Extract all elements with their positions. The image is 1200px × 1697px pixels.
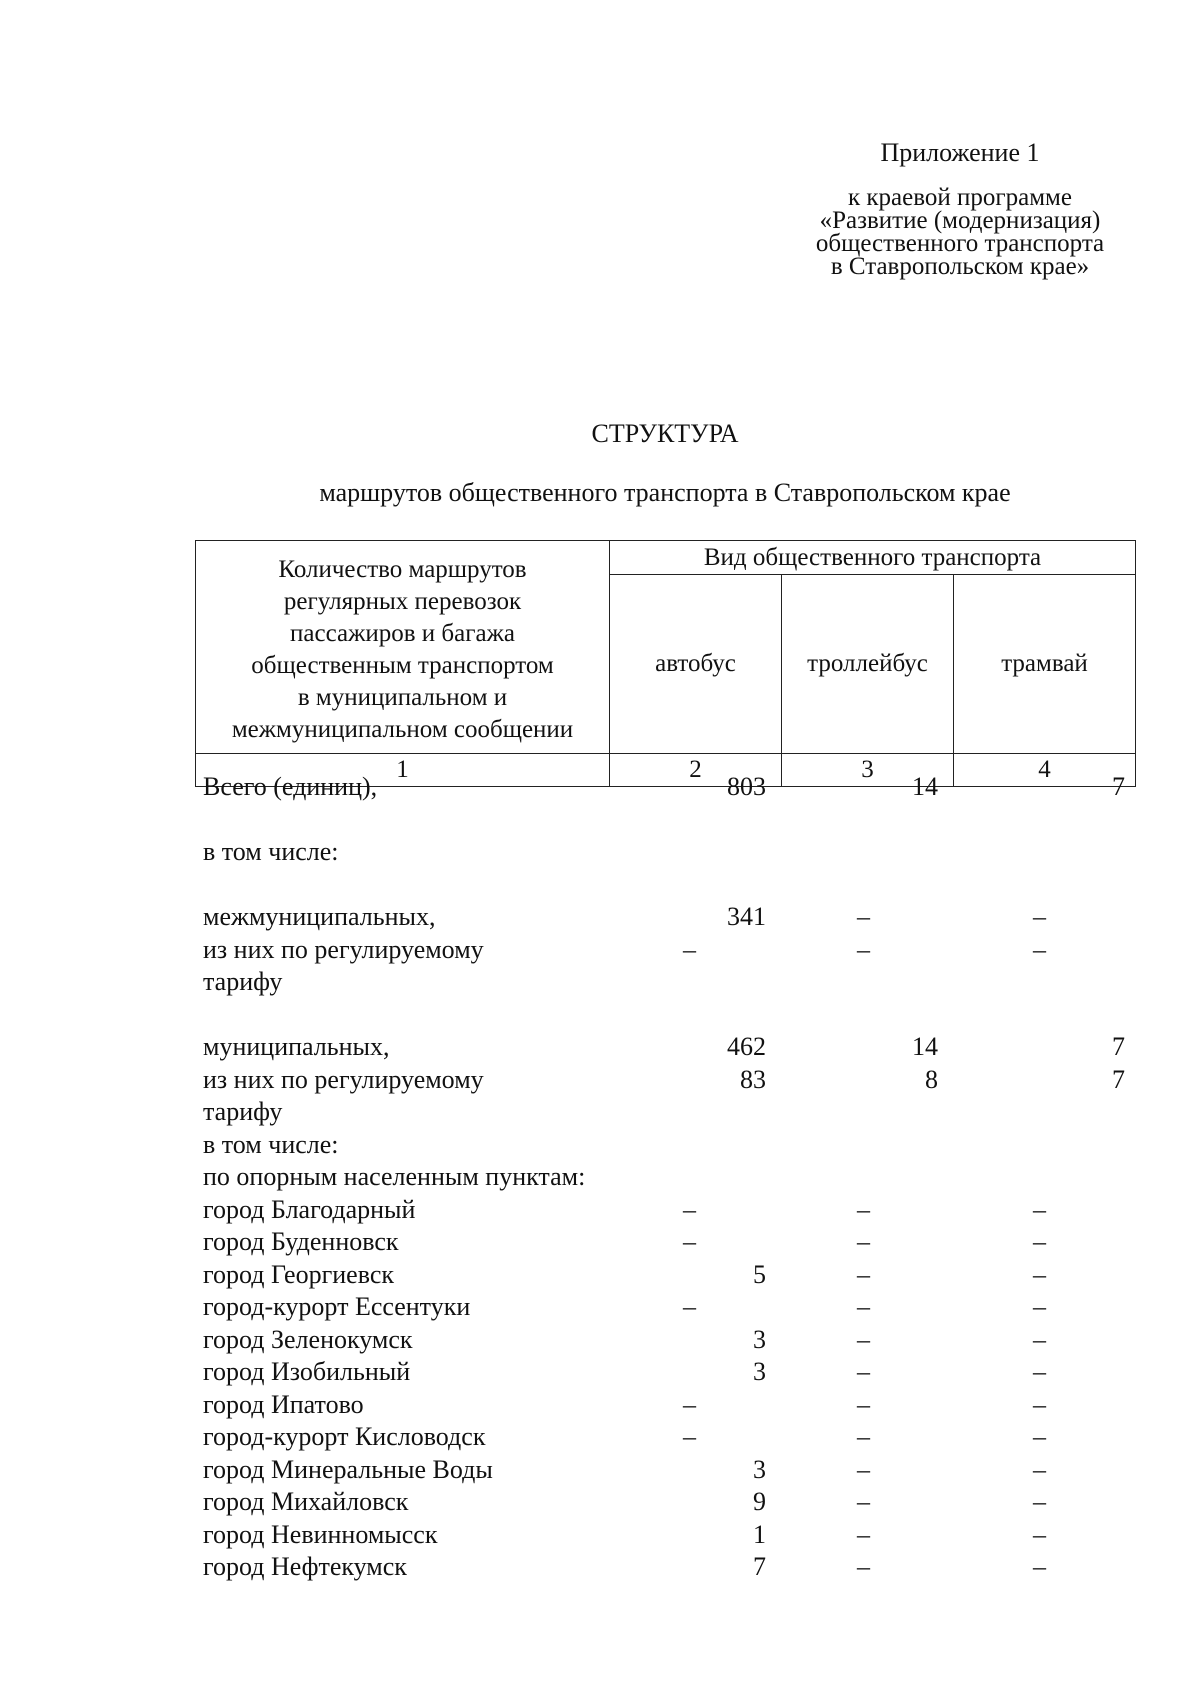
row-label: город Георгиевск [203,1259,395,1289]
row-label: муниципальных, [203,1032,390,1061]
structure-table-header [195,540,1136,787]
cell-tram: – [1033,1552,1046,1581]
table-row [195,1064,1135,1097]
row-label: из них по регулируемому [203,1064,484,1094]
cell-trolley: 14 [912,772,938,801]
table-row [195,1421,1135,1454]
header-group-cell: Вид общественного транспорта [610,541,1136,575]
cell-tram: – [1033,1227,1046,1256]
col-number-1: 1 [196,754,610,787]
cell-tram: – [1033,1519,1046,1549]
cell-tram: – [1033,1324,1046,1354]
structure-table-body [195,771,1135,1584]
cell-trolley: – [857,1357,870,1386]
cell-bus: – [683,1194,696,1224]
col-number-2: 2 [610,754,782,787]
header-main-line: межмуниципальном сообщении [231,716,574,743]
table-row [195,1291,1135,1324]
appendix-subtitle [790,186,1130,278]
cell-trolley: – [857,1519,870,1549]
table-row [195,836,1135,869]
row-label: в том числе: [203,837,339,866]
cell-tram: 7 [1112,1032,1125,1061]
appendix-line: общественного транспорта [815,230,1105,257]
table-row [195,1161,1135,1194]
cell-trolley: – [857,1389,870,1419]
cell-tram: – [1033,1487,1046,1516]
row-label: город Минеральные Воды [203,1454,493,1484]
row-label: из них по регулируемому [203,934,484,964]
header-col-trolleybus: троллейбус [782,575,954,754]
cell-trolley: – [857,1487,870,1516]
row-label: по опорным населенным пунктам: [203,1162,586,1191]
header-main-line: Количество маршрутов [278,556,527,583]
cell-trolley: – [857,1259,870,1289]
cell-tram: – [1033,1454,1046,1484]
cell-bus: 7 [753,1552,766,1581]
table-row [195,1551,1135,1584]
cell-tram: – [1033,1194,1046,1224]
table-row [195,1389,1135,1422]
row-label: тарифу [203,967,283,996]
cell-bus: 5 [753,1259,766,1289]
row-label: город Зеленокумск [203,1324,413,1354]
row-label: город Благодарный [203,1194,416,1224]
cell-trolley: – [857,1324,870,1354]
cell-bus: 3 [753,1324,766,1354]
document-title: СТРУКТУРА [591,419,739,448]
table-row [195,901,1135,934]
cell-bus: 9 [753,1487,766,1516]
cell-bus: – [683,1422,696,1451]
header-main-cell [196,541,610,754]
cell-trolley: – [857,902,870,931]
cell-bus: – [683,1389,696,1419]
cell-trolley: – [857,1552,870,1581]
cell-bus: 462 [727,1032,766,1061]
cell-bus: 3 [753,1454,766,1484]
table-row [195,771,1135,804]
cell-tram: – [1033,1259,1046,1289]
document-subtitle: маршрутов общественного транспорта в Ставропольском крае [319,478,1011,507]
cell-trolley: – [857,1227,870,1256]
header-main-line: регулярных перевозок [283,588,522,615]
appendix-line: в Ставропольском крае» [830,253,1090,280]
cell-trolley: – [857,1454,870,1484]
row-label: Всего (единиц), [203,772,378,801]
table-row [195,1486,1135,1519]
cell-bus: 83 [740,1064,766,1094]
col-number-4: 4 [954,754,1136,787]
appendix-block [790,138,1130,278]
row-label: город Нефтекумск [203,1552,407,1581]
spacer-row [195,999,1135,1032]
spacer-row [195,804,1135,837]
cell-trolley: – [857,1292,870,1321]
row-label: город Ипатово [203,1389,364,1419]
appendix-line: к краевой программе [848,184,1072,211]
header-col-bus: автобус [610,575,782,754]
cell-tram: – [1033,1422,1046,1451]
cell-trolley: 8 [925,1064,938,1094]
header-main-line: в муниципальном и [297,684,508,711]
cell-tram: – [1033,934,1046,964]
cell-bus: 341 [727,902,766,931]
row-label: тарифу [203,1097,283,1126]
row-label: город Изобильный [203,1357,411,1386]
header-main-line: пассажиров и багажа [290,620,515,647]
table-row [195,1226,1135,1259]
table-row [195,1031,1135,1064]
spacer-row [195,869,1135,902]
cell-trolley: – [857,1422,870,1451]
cell-bus: – [683,1292,696,1321]
cell-tram: – [1033,1389,1046,1419]
table-row [195,1259,1135,1292]
cell-tram: – [1033,1292,1046,1321]
row-label: город-курорт Кисловодск [203,1422,486,1451]
cell-tram: 7 [1112,772,1125,801]
cell-bus: 3 [753,1357,766,1386]
table-row [195,1096,1135,1129]
appendix-title: Приложение 1 [880,138,1040,167]
row-label: город-курорт Ессентуки [203,1292,471,1321]
row-label: в том числе: [203,1129,339,1159]
cell-trolley: – [857,1194,870,1224]
table-row [195,934,1135,967]
table-row [195,1356,1135,1389]
cell-tram: – [1033,902,1046,931]
table-row [195,1194,1135,1227]
table-row [195,1324,1135,1357]
cell-bus: 803 [727,772,766,801]
cell-trolley: 14 [912,1032,938,1061]
cell-bus: – [683,1227,696,1256]
table-row [195,1129,1135,1162]
cell-tram: 7 [1112,1064,1125,1094]
col-number-3: 3 [782,754,954,787]
cell-bus: 1 [753,1519,766,1549]
row-label: город Невинномысск [203,1519,438,1549]
row-label: межмуниципальных, [203,902,436,931]
header-col-tram: трамвай [954,575,1136,754]
row-label: город Михайловск [203,1487,409,1516]
row-label: город Буденновск [203,1227,399,1256]
table-row [195,1454,1135,1487]
table-row [195,1519,1135,1552]
cell-trolley: – [857,934,870,964]
cell-bus: – [683,934,696,964]
header-main-line: общественным транспортом [251,652,554,679]
cell-tram: – [1033,1357,1046,1386]
table-row [195,966,1135,999]
appendix-line: «Развитие (модернизация) [819,207,1101,234]
